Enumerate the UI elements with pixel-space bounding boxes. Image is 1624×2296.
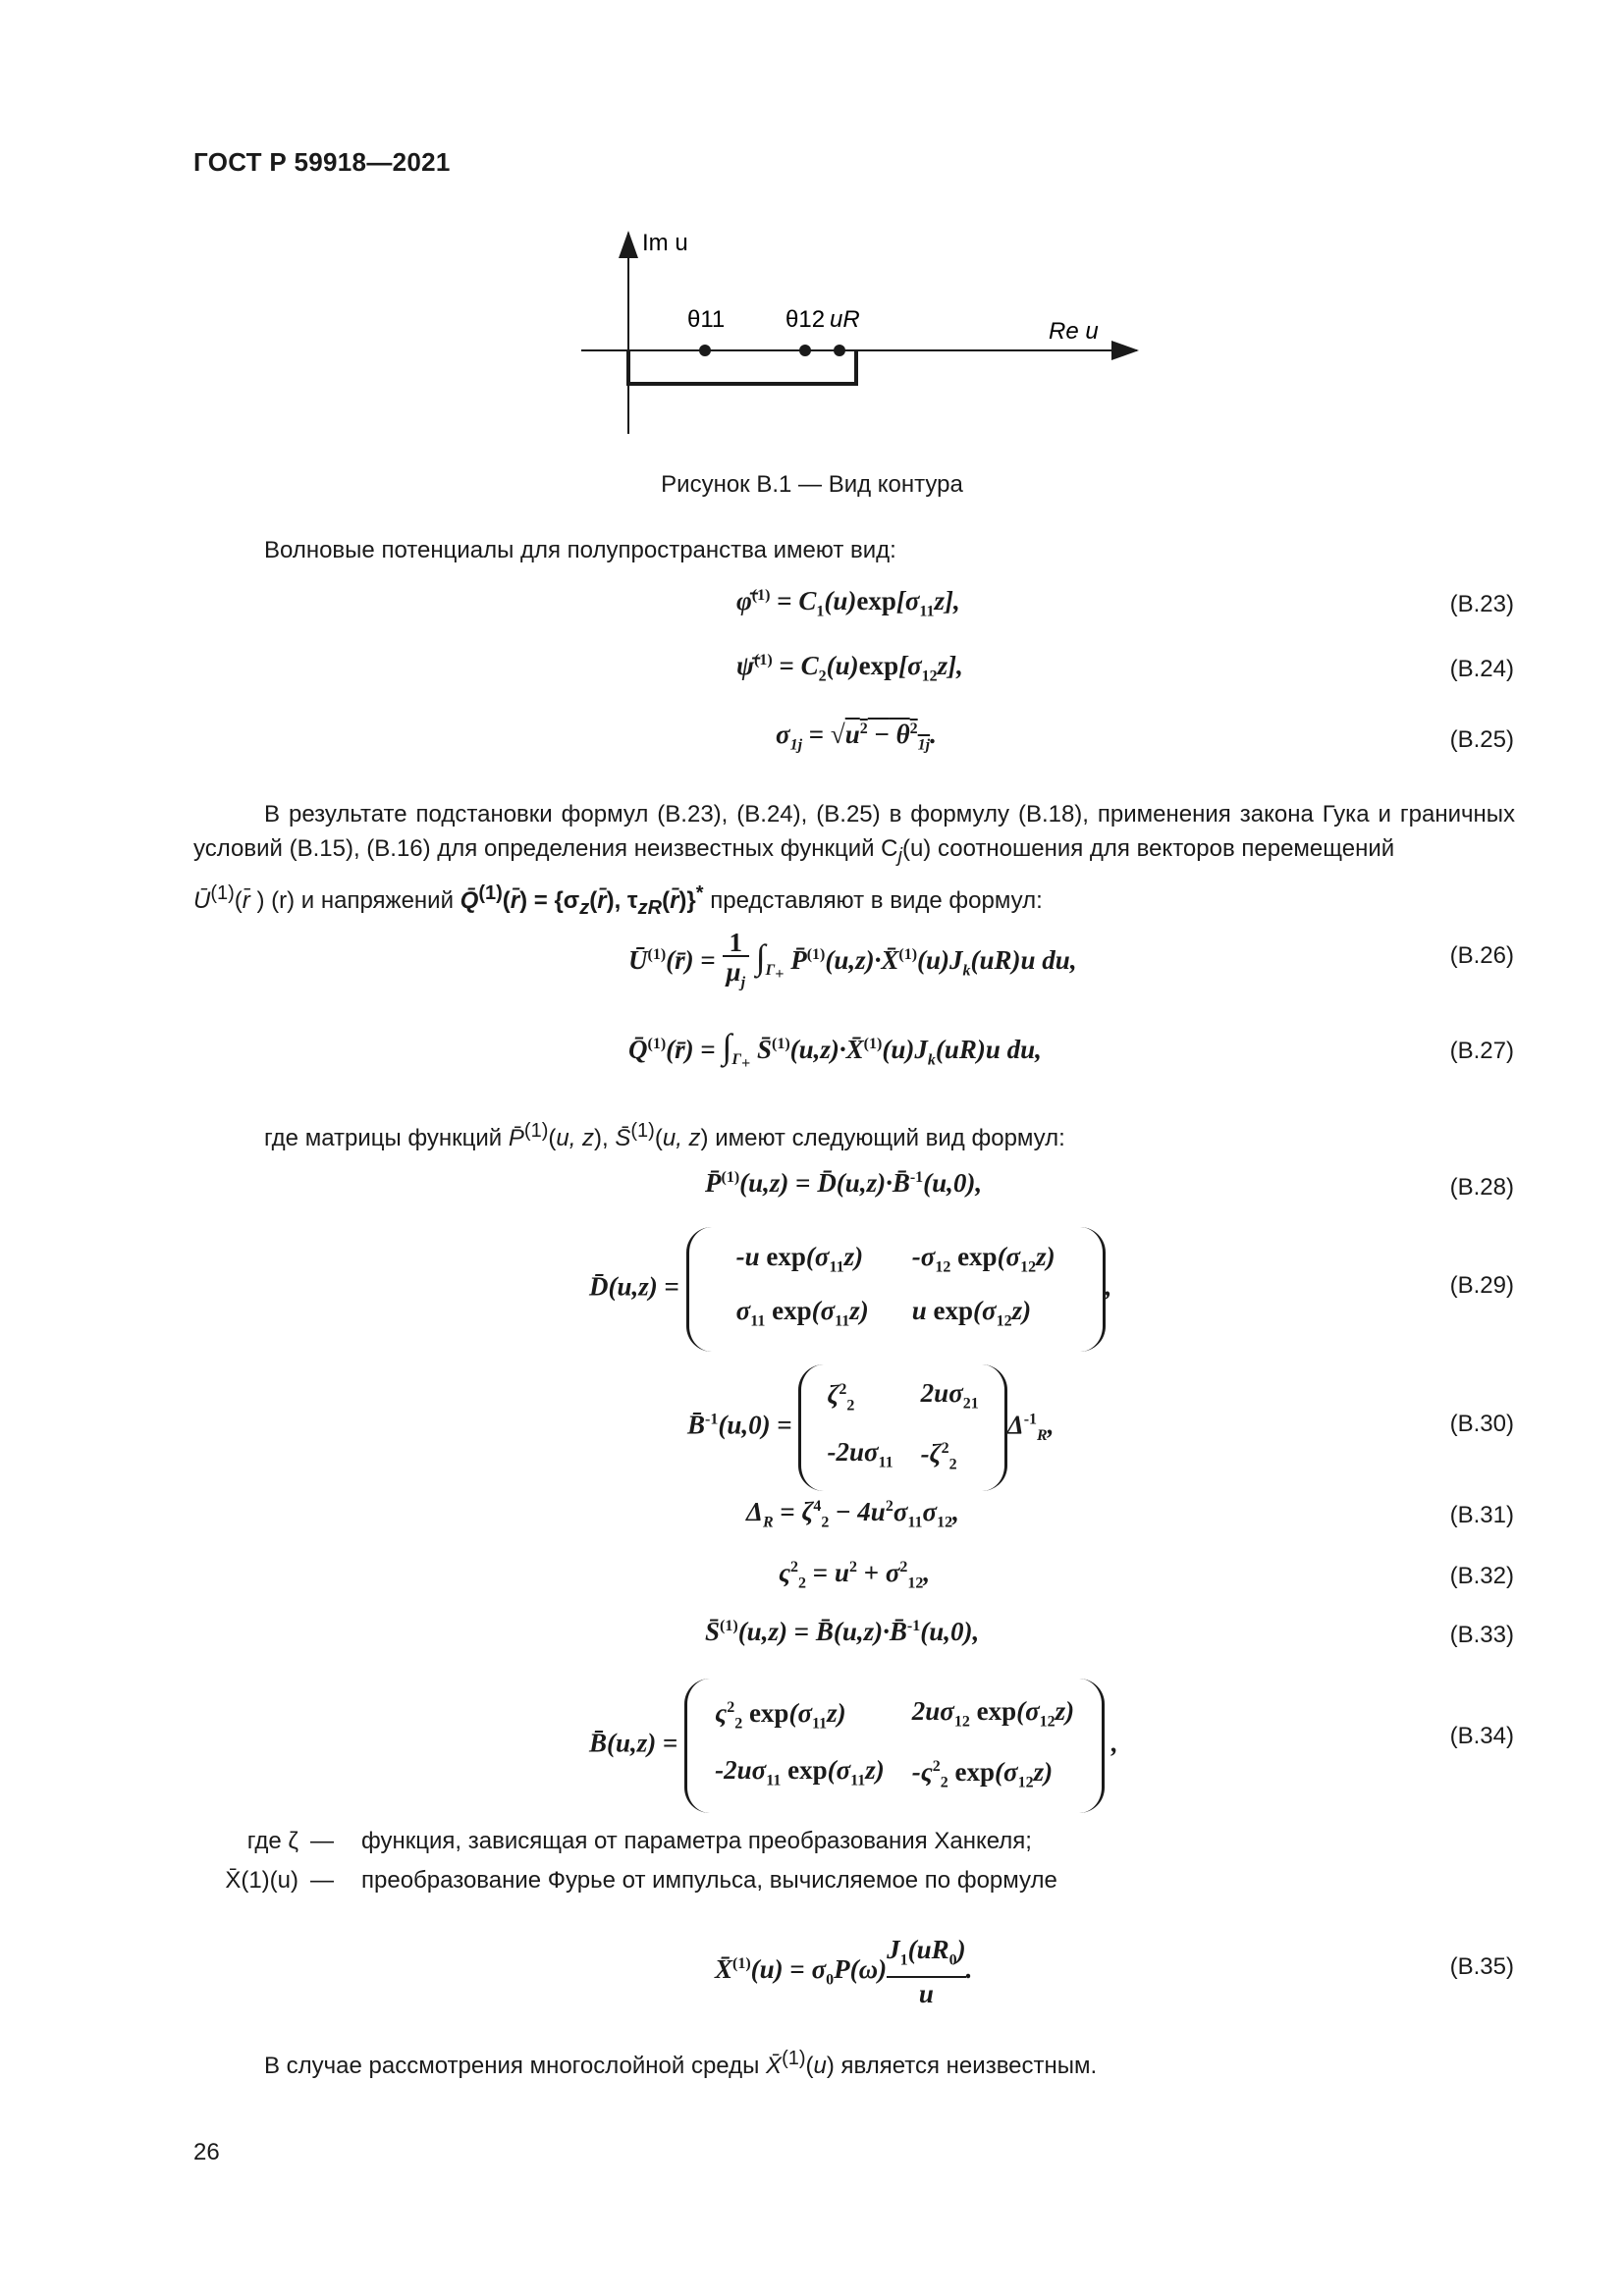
equation-number-b35: (В.35) (1449, 1953, 1514, 1980)
paragraph-matrices-part1: где матрицы функций (264, 1125, 503, 1151)
definition-symbol: где ζ (246, 1828, 298, 1854)
formula-b23: φ̄$^{(1)}$ = $C_1(u)\exp[\sigma_{11}z]$, (736, 586, 960, 620)
paragraph-potentials: Волновые потенциалы для полупространства имеют вид: (264, 537, 896, 563)
definition-text: функция, зависящая от параметра преобразования Ханкеля; (361, 1828, 1032, 1854)
point-theta12 (799, 345, 811, 356)
contour-path (628, 350, 856, 384)
formula-b33: S̄$^{(1)}$(u,z) = B̄(u,z)·B̄$^{-1}$(u,0), (705, 1617, 980, 1646)
point-uR (834, 345, 845, 356)
formula-b30: B̄$^{-1}$(u,0) = $\zeta^2_2$ $2u\sigma_{21}$ $-2u\sigma_{11}$ $-\zeta^2_2$ $\Delta^{-1}_R$, (687, 1364, 1054, 1491)
theta12-label: θ12 (785, 306, 826, 333)
formula-b27: Q̄$^{(1)}$(r̄) = $\int_{\Gamma_+}$ $S̄^{(1)}(u,z)\cdot X̄^{(1)}(u)J_k(uR)u$ du, (628, 1027, 1042, 1073)
paragraph-matrices: где матрицы функций P̄$^{(1)}$(u, z), S̄$^{(1)}$(u, z) имеют следующий вид формул: (264, 1120, 1065, 1151)
equation-number-b32: (В.32) (1449, 1563, 1514, 1589)
re-u-label: Re u (1049, 318, 1099, 345)
equation-number-b25: (В.25) (1449, 726, 1514, 753)
paragraph-matrices-part2: имеют следующий вид формул: (715, 1125, 1065, 1151)
paragraph-vectors-part2: представляют в виде формул: (710, 887, 1043, 914)
paragraph-substitution: В результате подстановки формул (В.23), (В.24), (В.25) в формулу (В.18), применения закона Гука и граничных условий (В.15), (В.16) для определения неизвестных функций $C_j(u)$ соотношения для векторов перемещений (193, 801, 1515, 867)
formula-b32: $\varsigma^2_2 = u^2 + \sigma^2_{12}$, (779, 1558, 931, 1592)
paragraph-substitution-part2: (u) соотношения для векторов перемещений (901, 835, 1395, 862)
formula-b24: ψ̄$^{(1)}$ = $C_2(u)\exp[\sigma_{12}z]$, (736, 651, 963, 685)
paragraph-vectors-part1: (r) и напряжений (271, 887, 454, 914)
formula-b26: $Ū^{(1)}(r̄) = \frac{1}{\mu_j} \int_{\Gamma_+}$ $P̄^{(1)}(u,z)\cdot X̄^{(1)}(u)J_k(uR)u$ du, (628, 928, 1077, 991)
formula-b28: P̄$^{(1)}$(u,z) = D̄(u,z)·B̄$^{-1}$(u,0), (705, 1168, 983, 1198)
formula-b31: $\Delta_R = \zeta^4_2 - 4u^2\sigma_{11}\sigma_{12}$, (746, 1497, 959, 1531)
contour-figure (550, 221, 1159, 447)
equation-number-b31: (В.31) (1449, 1502, 1514, 1528)
im-u-label: Im u (642, 230, 688, 256)
equation-number-b24: (В.24) (1449, 656, 1514, 682)
page-number: 26 (193, 2139, 220, 2165)
equation-number-b26: (В.26) (1449, 942, 1514, 969)
point-theta11 (699, 345, 711, 356)
formula-b25: $\sigma_{1j} = √u^2 - \theta^2_{1j}$. (776, 720, 937, 754)
equation-number-b29: (В.29) (1449, 1272, 1514, 1299)
equation-number-b34: (В.34) (1449, 1723, 1514, 1749)
document-header: ГОСТ Р 59918—2021 (193, 147, 451, 177)
paragraph-multilayer-part1: В случае рассмотрения многослойной среды (264, 2053, 760, 2079)
equation-number-b23: (В.23) (1449, 591, 1514, 617)
definition-text: преобразование Фурье от импульса, вычисляемое по формуле (361, 1867, 1057, 1894)
definition-x (210, 1862, 1067, 1899)
definition-zeta (210, 1823, 1067, 1860)
equation-number-b28: (В.28) (1449, 1174, 1514, 1201)
paragraph-multilayer: В случае рассмотрения многослойной среды X̄$^{(1)}$(u) является неизвестным. (264, 2048, 1098, 2079)
uR-label: uR (830, 306, 860, 333)
figure-caption: Рисунок В.1 — Вид контура (661, 471, 963, 498)
definition-symbol: X̄(1)(u) (225, 1867, 298, 1894)
definitions-list (208, 1821, 1069, 1901)
equation-number-b27: (В.27) (1449, 1038, 1514, 1064)
definition-dash: — (310, 1828, 334, 1854)
formula-b35: X̄$^{(1)}$(u) = $\sigma_0P(\omega)J_1(uR_0)$ u . (715, 1935, 973, 2009)
paragraph-substitution-part1: В результате подстановки формул (В.23), (В.24), (В.25) в формулу (В.18), применения закона Гука и граничных условий (В.15), (В.16) для определения неизвестных функций C (193, 801, 1515, 862)
formula-b34: B̄(u,z) = $\varsigma^2_2$ $\exp(\sigma_{11}z)$ $2u\sigma_{12}$ $\exp(\sigma_{12}z)$ $-2u\sigma_{11}$ $\exp(\sigma_{11}z)$ $-\varsigma^2_2$ $\exp(\sigma_{12}z)$ , (589, 1679, 1118, 1813)
formula-b29: D̄(u,z) = -u $\exp(\sigma_{11}z)$ $-\sigma_{12}$ $\exp(\sigma_{12}z)$ $\sigma_{11}$ $\exp(\sigma_{11}z)$ u $\exp(\sigma_{12}z)$ , (589, 1227, 1111, 1352)
equation-number-b33: (В.33) (1449, 1622, 1514, 1648)
definition-dash: — (310, 1867, 334, 1894)
equation-number-b30: (В.30) (1449, 1411, 1514, 1437)
paragraph-multilayer-part2: является неизвестным. (840, 2053, 1098, 2079)
paragraph-vectors: $Ū^{(1)}(r̄$ ) (r) и напряжений Q̄$^{(1)}$(r̄) = {$\sigma_z(r̄)$, $\tau_{zR}(r̄)\}^*$ представляют в виде формул: (193, 882, 1043, 919)
theta11-label: θ11 (687, 306, 726, 333)
